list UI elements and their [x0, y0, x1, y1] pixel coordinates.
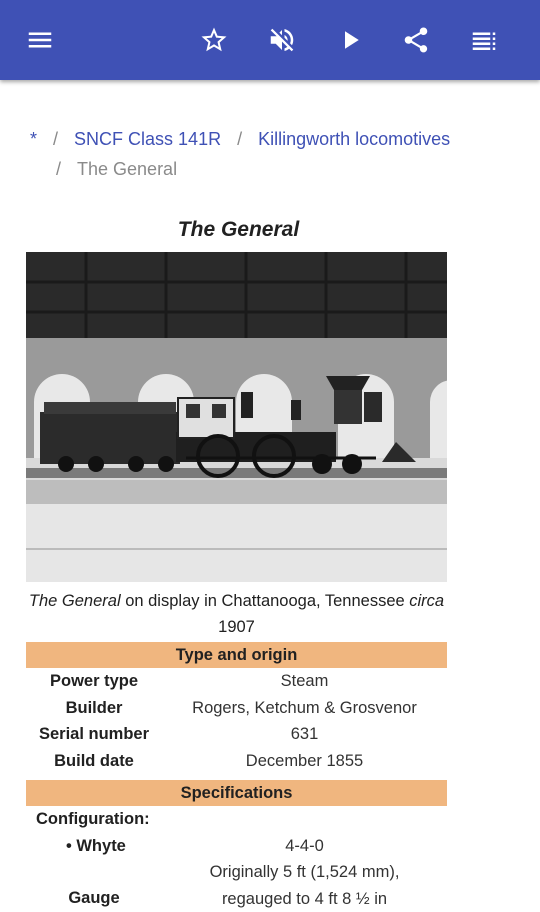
- power-type-label: Power type: [26, 668, 162, 695]
- infobox: [26, 212, 447, 912]
- volume-off-icon: [267, 25, 297, 55]
- row-gauge: [26, 859, 447, 912]
- configuration-label: Configuration:: [26, 806, 162, 833]
- builder-value[interactable]: Rogers, Ketchum & Grosvenor: [162, 695, 447, 722]
- breadcrumb: [30, 124, 520, 184]
- locomotive-photo[interactable]: [26, 252, 447, 582]
- gauge-value-line2: regauged to 4 ft 8 ½ in: [162, 886, 447, 912]
- photo-caption: [26, 588, 447, 640]
- power-type-value[interactable]: Steam: [162, 668, 447, 695]
- serial-number-label: Serial number: [26, 721, 162, 748]
- caption-title: The General: [29, 592, 121, 610]
- row-builder: [26, 695, 447, 722]
- whyte-value[interactable]: 4-4-0: [162, 833, 447, 860]
- play-button[interactable]: [330, 20, 370, 60]
- row-build-date: [26, 748, 447, 775]
- breadcrumb-separator: /: [56, 159, 61, 179]
- row-whyte: [26, 833, 447, 860]
- play-icon: [335, 25, 365, 55]
- gauge-value: [162, 859, 447, 912]
- whyte-label[interactable]: • Whyte: [26, 833, 162, 860]
- caption-text: on display in Chattanooga, Tennessee: [121, 592, 410, 610]
- breadcrumb-separator: /: [53, 129, 58, 149]
- builder-label: Builder: [26, 695, 162, 722]
- serial-number-value: 631: [162, 721, 447, 748]
- section-header-specifications: Specifications: [26, 780, 447, 806]
- caption-year: 1907: [218, 618, 255, 636]
- section-header-type-and-origin: Type and origin: [26, 642, 447, 668]
- table-of-contents-button[interactable]: [464, 20, 504, 60]
- row-configuration: [26, 806, 447, 833]
- app-bar: [0, 0, 540, 80]
- breadcrumb-home-link[interactable]: *: [30, 129, 37, 149]
- build-date-label: Build date: [26, 748, 162, 775]
- mute-button[interactable]: [262, 20, 302, 60]
- gauge-label[interactable]: Gauge: [26, 859, 162, 912]
- infobox-title: The General: [30, 212, 447, 248]
- row-power-type: [26, 668, 447, 695]
- star-outline-icon: [199, 25, 229, 55]
- share-button[interactable]: [396, 20, 436, 60]
- menu-icon: [25, 25, 55, 55]
- breadcrumb-link-killingworth-locomotives[interactable]: Killingworth locomotives: [258, 129, 450, 149]
- locomotive-image: [26, 252, 447, 582]
- bookmark-button[interactable]: [194, 20, 234, 60]
- breadcrumb-current: The General: [77, 159, 177, 179]
- breadcrumb-separator: /: [237, 129, 242, 149]
- list-icon: [469, 25, 499, 55]
- menu-button[interactable]: [20, 20, 60, 60]
- share-icon: [401, 25, 431, 55]
- caption-circa: circa: [409, 592, 444, 610]
- build-date-value: December 1855: [162, 748, 447, 775]
- row-serial-number: [26, 721, 447, 748]
- gauge-value-line1: Originally 5 ft (1,524 mm),: [162, 859, 447, 886]
- breadcrumb-link-sncf-class-141r[interactable]: SNCF Class 141R: [74, 129, 221, 149]
